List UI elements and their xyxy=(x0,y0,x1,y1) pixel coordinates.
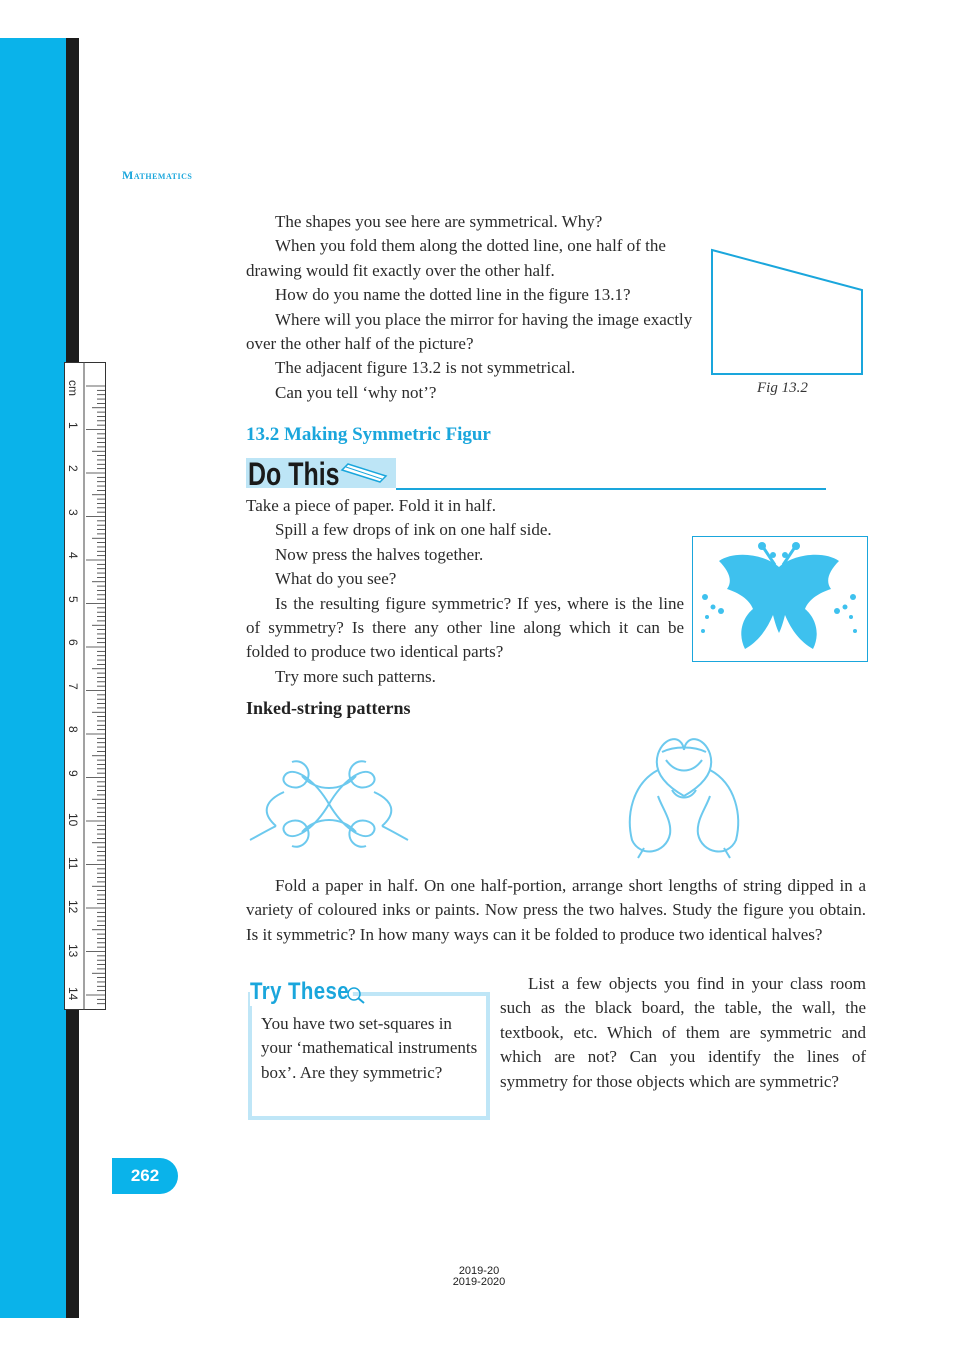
ruler-number: 4 xyxy=(66,552,80,559)
intro-line: The shapes you see here are symmetrical. Why? xyxy=(275,212,603,231)
figure-13-2-quadrilateral xyxy=(708,246,868,378)
ruler-number: 8 xyxy=(66,726,80,733)
do-this-line: What do you see? xyxy=(275,569,397,589)
ruler-number: 9 xyxy=(66,769,80,777)
do-this-text xyxy=(246,494,684,689)
do-this-line: Now press the halves together. xyxy=(275,544,484,564)
running-header: Mathematics xyxy=(122,168,193,182)
pen-icon xyxy=(340,462,396,486)
intro-line: How do you name the dotted line in the figure 13.1? xyxy=(275,285,631,305)
intro-line: The adjacent figure 13.2 is not symmetrical. xyxy=(275,358,576,378)
ruler-number: 2 xyxy=(66,465,80,472)
string-pattern-left-image xyxy=(246,752,412,856)
ruler-number: 3 xyxy=(66,508,80,516)
page-number: 262 xyxy=(112,1158,178,1194)
intro-line: When you fold them along the dotted line, one half of the drawing would fit exactly over the other half. xyxy=(246,236,666,280)
do-this-rule xyxy=(396,488,826,490)
footer-year-full: 2019-2020 xyxy=(452,1276,506,1288)
magnifier-icon xyxy=(344,984,368,1006)
ruler-number: 12 xyxy=(66,900,80,914)
try-these-question: You have two set-squares in your ‘mathematical instruments box’. Are they symmetric? xyxy=(261,1014,478,1082)
ruler-number: 5 xyxy=(66,595,80,603)
intro-line: Where will you place the mirror for having the image exactly over the other half of the picture? xyxy=(246,309,693,354)
ink-blot-butterfly-image xyxy=(693,537,866,660)
intro-line: Can you tell ‘why not’? xyxy=(275,382,437,402)
do-this-label: Do This xyxy=(248,456,340,492)
ruler-number: 10 xyxy=(66,813,80,827)
objects-paragraph: List a few objects you find in your class room such as the black board, the table, the wall, the textbook, etc. Which of them are symmetric and which are not? Can you identify the lines of symmetry for those objects which are symmetric? xyxy=(500,974,866,1091)
do-this-line: Try more such patterns. xyxy=(275,666,436,686)
ruler-number: 1 xyxy=(66,421,80,429)
figure-caption: Fig 13.2 xyxy=(757,380,808,396)
try-these-label xyxy=(250,978,352,1006)
footer-year: 2019-20 xyxy=(458,1265,500,1277)
ruler-number: 11 xyxy=(66,856,80,869)
section-title: 13.2 Making Symmetric Figur xyxy=(246,424,491,445)
do-this-line: Is the resulting figure symmetric? If yes, where is the line of symmetry? Is there any other line along which it can be folded to produce two identical parts? xyxy=(246,593,684,662)
ruler-number: 13 xyxy=(66,943,80,957)
ruler xyxy=(64,362,106,1010)
ruler-number: 7 xyxy=(66,682,80,690)
try-these-text: Try These xyxy=(250,978,350,1005)
ruler-unit: cm xyxy=(66,380,80,396)
ruler-number: 6 xyxy=(66,639,80,646)
ink-blot-frame xyxy=(692,536,868,662)
inked-string-paragraph: Fold a paper in half. On one half-portion, arrange short lengths of string dipped in a variety of coloured inks or paints. Now press the two halves. Study the figure you obtain. Is it symmetric? In how many ways can it be folded to produce two identical halves? xyxy=(246,876,866,944)
string-pattern-right-image xyxy=(622,730,746,862)
do-this-line: Spill a few drops of ink on one half side. xyxy=(275,520,552,540)
side-color-band xyxy=(0,38,66,1318)
do-this-line: Take a piece of paper. Fold it in half. xyxy=(246,496,496,515)
intro-text xyxy=(246,210,702,405)
subheading-inked-string: Inked-string patterns xyxy=(246,698,411,718)
ruler-number: 14 xyxy=(66,987,80,1001)
